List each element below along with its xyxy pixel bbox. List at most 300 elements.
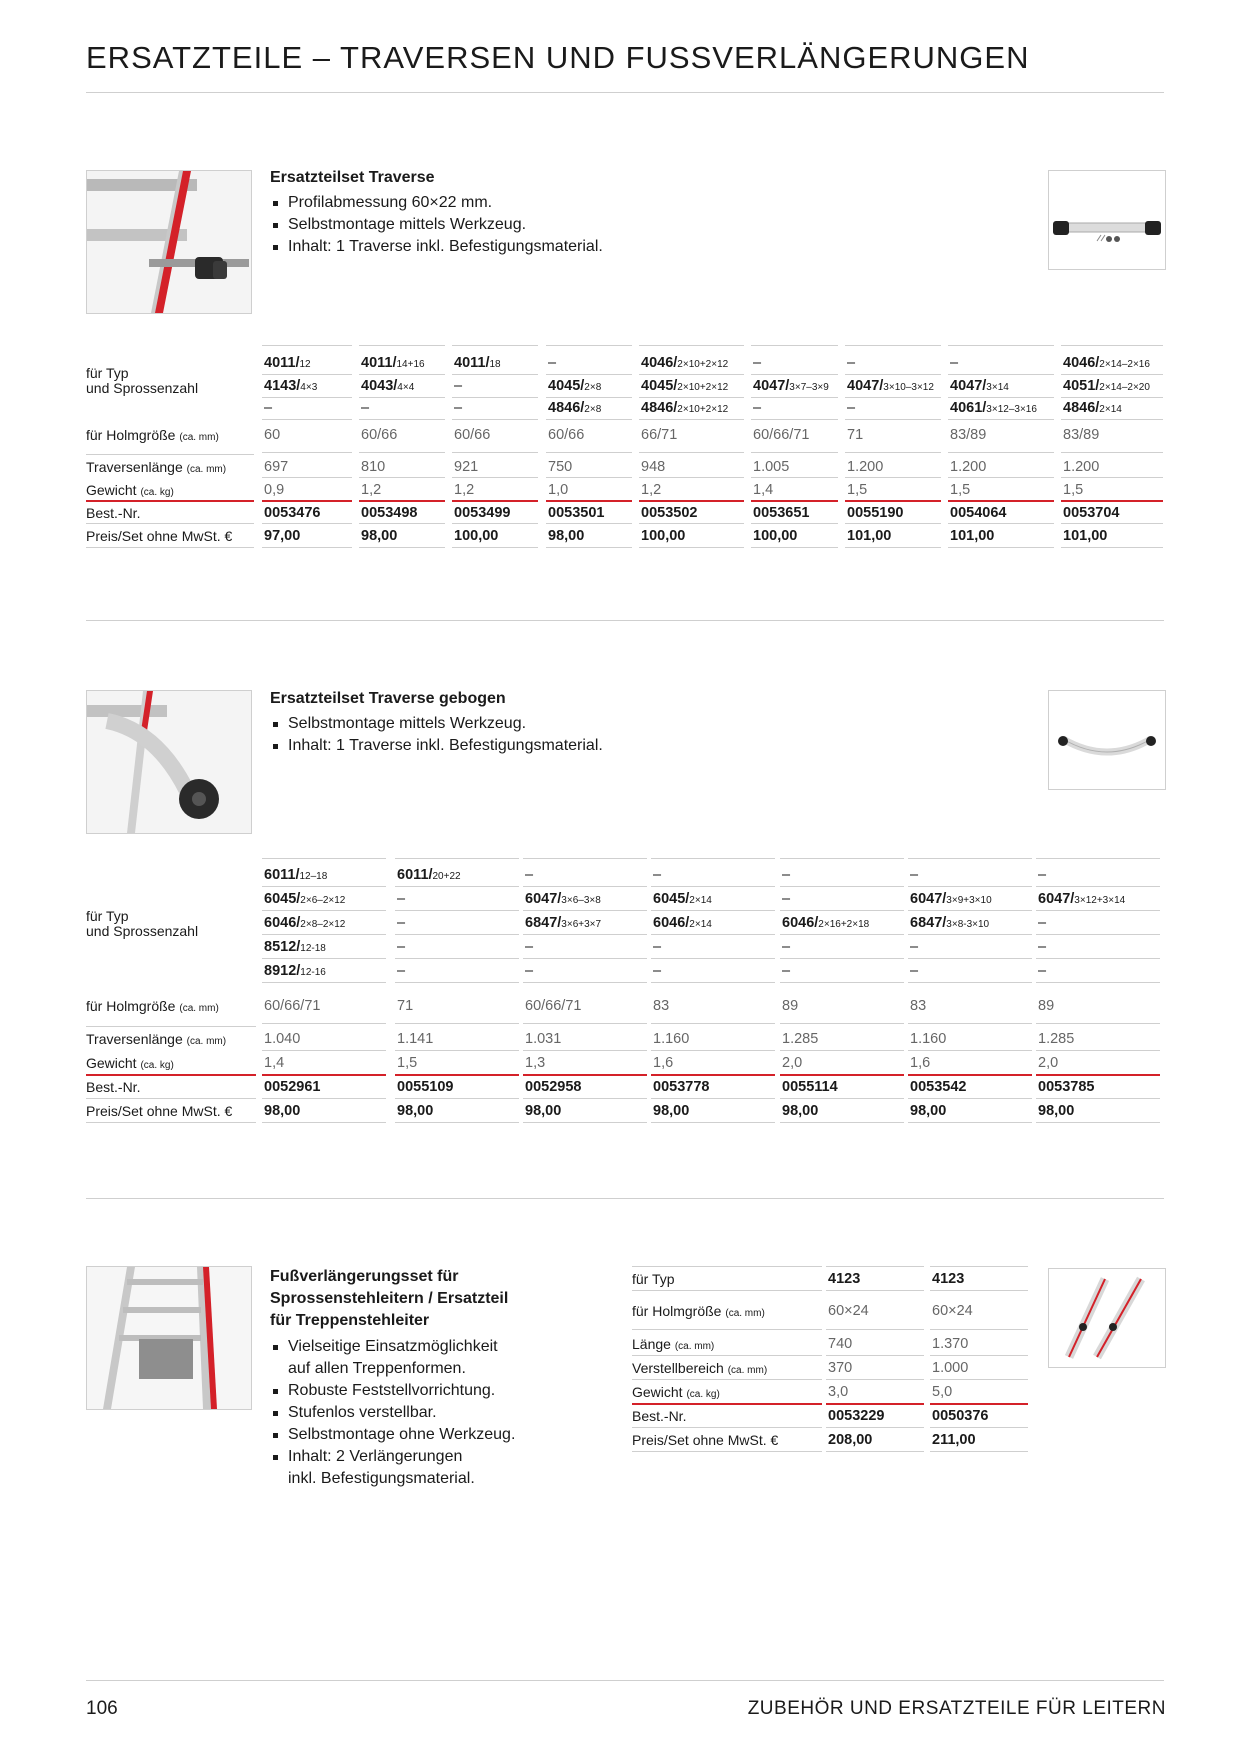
cell-rule <box>452 419 538 420</box>
cell-rule <box>632 1355 822 1356</box>
length-value: 921 <box>454 459 479 475</box>
cell-rule <box>780 858 904 859</box>
cell-rule <box>930 1427 1028 1428</box>
cell-rule <box>546 547 632 548</box>
feature-list <box>270 713 603 757</box>
cell-rule <box>452 547 538 548</box>
cell-rule <box>395 886 519 887</box>
length-value: 1.040 <box>264 1031 301 1047</box>
cell-rule <box>262 1098 386 1099</box>
order-number: 0053704 <box>1063 505 1120 521</box>
length-value: 1.005 <box>753 459 790 475</box>
cell-rule <box>751 345 838 346</box>
feature-item <box>270 192 603 214</box>
cell-rule <box>262 452 352 453</box>
cell-rule <box>948 547 1054 548</box>
cell-rule <box>1061 523 1163 524</box>
holm-value: 60/66 <box>361 427 398 443</box>
cell-rule <box>452 477 538 478</box>
type-cell: 6045/2×14 <box>653 891 712 907</box>
cell-rule <box>523 1122 647 1123</box>
weight-underline <box>86 500 254 502</box>
length-value: 1.031 <box>525 1031 562 1047</box>
feature-text: Robuste Feststellvorrichtung. <box>288 1382 496 1399</box>
type-cell: – <box>653 963 662 979</box>
cell-rule <box>395 1098 519 1099</box>
price-value: 100,00 <box>641 528 686 544</box>
cell-rule <box>845 397 941 398</box>
weight-value: 0,9 <box>264 482 285 498</box>
holm-label: für Holmgröße (ca. mm) <box>86 998 219 1014</box>
price-value: 211,00 <box>932 1432 976 1448</box>
feature-list <box>270 192 603 258</box>
cell-rule <box>948 452 1054 453</box>
cell-rule <box>262 958 386 959</box>
cell-rule <box>546 477 632 478</box>
cell-rule <box>948 477 1054 478</box>
feature-text: auf allen Treppenformen. <box>288 1360 466 1377</box>
cell-rule <box>930 1451 1028 1452</box>
price-value: 97,00 <box>264 528 301 544</box>
cell-rule <box>826 1427 924 1428</box>
cell-rule <box>1061 452 1163 453</box>
weight-underline <box>632 1403 822 1405</box>
cell-rule <box>523 982 647 983</box>
weight-value: 1,3 <box>525 1055 546 1071</box>
cell-rule <box>639 547 744 548</box>
cell-rule <box>86 1098 256 1099</box>
feature-item <box>270 214 603 236</box>
type-cell: – <box>950 355 959 371</box>
cell-rule <box>908 910 1032 911</box>
length-value: 1.160 <box>910 1031 947 1047</box>
cell-rule <box>908 1023 1032 1024</box>
weight-label: Gewicht (ca. kg) <box>632 1384 720 1400</box>
title-rule <box>86 92 1164 93</box>
type-cell: – <box>525 963 534 979</box>
price-value: 101,00 <box>1063 528 1108 544</box>
cell-rule <box>523 858 647 859</box>
price-label: Preis/Set ohne MwSt. € <box>86 1103 233 1119</box>
cell-rule <box>262 419 352 420</box>
cell-rule <box>780 886 904 887</box>
feature-text: Vielseitige Einsatzmöglichkeit <box>288 1338 498 1355</box>
weight-value: 1,2 <box>454 482 475 498</box>
cell-rule <box>262 345 352 346</box>
cell-rule <box>651 1023 775 1024</box>
cell-rule <box>546 523 632 524</box>
cell-rule <box>845 419 941 420</box>
curved-traverse-product-photo <box>1048 690 1166 790</box>
feature-item <box>270 1336 515 1380</box>
cell-rule <box>395 1023 519 1024</box>
cell-rule <box>395 858 519 859</box>
cell-rule <box>546 345 632 346</box>
weight-value: 1,4 <box>264 1055 285 1071</box>
section-title-line: für Treppenstehleiter <box>270 1312 430 1329</box>
cell-rule <box>1036 1122 1160 1123</box>
traverse-product-photo <box>1048 170 1166 270</box>
feature-item <box>270 236 603 258</box>
type-cell: 6045/2×6–2×12 <box>264 891 346 907</box>
feature-text: Inhalt: 1 Traverse inkl. Befestigungsmaterial. <box>288 238 603 255</box>
cell-rule <box>780 910 904 911</box>
cell-rule <box>845 477 941 478</box>
cell-rule <box>632 1379 822 1380</box>
type-cell: 6011/20+22 <box>397 867 461 883</box>
length-value: 697 <box>264 459 289 475</box>
type-cell: – <box>910 939 919 955</box>
cell-rule <box>845 523 941 524</box>
cell-rule <box>359 477 445 478</box>
order-number: 0054064 <box>950 505 1007 521</box>
cell-rule <box>1061 547 1163 548</box>
foot-extension-product-photo <box>1048 1268 1166 1368</box>
order-number: 0053501 <box>548 505 605 521</box>
weight-value: 1,6 <box>910 1055 931 1071</box>
type-cell: 4011/14+16 <box>361 355 425 371</box>
holm-value: 60/66 <box>454 427 491 443</box>
type-cell: – <box>397 939 406 955</box>
cell-rule <box>651 982 775 983</box>
type-cell: – <box>454 378 463 394</box>
cell-rule <box>262 858 386 859</box>
length-value: 750 <box>548 459 573 475</box>
weight-value: 1,2 <box>641 482 662 498</box>
cell-rule <box>780 934 904 935</box>
cell-rule <box>639 477 744 478</box>
type-cell: 6047/3×9+3×10 <box>910 891 992 907</box>
cell-rule <box>86 547 254 548</box>
feature-item <box>270 713 603 735</box>
type-cell: 6046/2×14 <box>653 915 712 931</box>
cell-rule <box>780 1098 904 1099</box>
cell-rule <box>523 886 647 887</box>
cell-rule <box>1036 886 1160 887</box>
cell-rule <box>908 858 1032 859</box>
feature-item <box>270 735 603 757</box>
type-cell: – <box>1038 963 1047 979</box>
length-value: 1.160 <box>653 1031 690 1047</box>
type-cell: 4045/2×8 <box>548 378 602 394</box>
section-title-line: Sprossenstehleitern / Ersatzteil <box>270 1290 509 1307</box>
weight-value: 1,5 <box>950 482 971 498</box>
footer-rule <box>86 1680 1164 1681</box>
ladder-traverse-photo <box>86 170 252 314</box>
cell-rule <box>780 1050 904 1051</box>
type-cell: – <box>397 915 406 931</box>
type-cell: 4846/2×14 <box>1063 400 1122 416</box>
cell-rule <box>651 958 775 959</box>
cell-rule <box>546 419 632 420</box>
price-value: 98,00 <box>782 1103 819 1119</box>
ladder-curved-traverse-photo <box>86 690 252 834</box>
cell-rule <box>1036 1023 1160 1024</box>
cell-rule <box>908 1050 1032 1051</box>
type-cell: – <box>525 939 534 955</box>
cell-rule <box>452 374 538 375</box>
holm-value: 66/71 <box>641 427 678 443</box>
feature-text: inkl. Befestigungsmaterial. <box>288 1470 475 1487</box>
cell-rule <box>523 1098 647 1099</box>
cell-rule <box>948 523 1054 524</box>
type-cell: – <box>782 939 791 955</box>
type-cell: – <box>782 963 791 979</box>
cell-rule <box>262 1050 386 1051</box>
weight-value: 1,2 <box>361 482 382 498</box>
type-cell: 4846/2×8 <box>548 400 602 416</box>
cell-rule <box>359 397 445 398</box>
type-cell: 4123 <box>828 1271 861 1287</box>
label-line: für Typ <box>86 908 129 924</box>
cell-rule <box>948 419 1054 420</box>
price-value: 98,00 <box>548 528 585 544</box>
weight-value: 1,5 <box>397 1055 418 1071</box>
length-value: 1.200 <box>847 459 884 475</box>
price-value: 98,00 <box>910 1103 947 1119</box>
cell-rule <box>651 886 775 887</box>
cell-rule <box>639 523 744 524</box>
cell-rule <box>651 934 775 935</box>
cell-rule <box>632 1290 822 1291</box>
feature-text: Inhalt: 1 Traverse inkl. Befestigungsmaterial. <box>288 737 603 754</box>
type-cell: – <box>847 355 856 371</box>
type-cell: 4011/18 <box>454 355 501 371</box>
type-cell: 6047/3×6–3×8 <box>525 891 601 907</box>
price-value: 101,00 <box>950 528 995 544</box>
weight-value: 2,0 <box>782 1055 803 1071</box>
type-cell: 4846/2×10+2×12 <box>641 400 729 416</box>
cell-rule <box>1036 934 1160 935</box>
cell-rule <box>751 523 838 524</box>
holm-value: 83/89 <box>950 427 987 443</box>
type-cell: – <box>1038 867 1047 883</box>
cell-rule <box>523 934 647 935</box>
cell-rule <box>1036 958 1160 959</box>
order-number: 0052961 <box>264 1079 321 1095</box>
price-value: 98,00 <box>264 1103 301 1119</box>
cell-rule <box>651 910 775 911</box>
cell-rule <box>1036 858 1160 859</box>
cell-rule <box>826 1355 924 1356</box>
length-value: 1.200 <box>1063 459 1100 475</box>
weight-value: 2,0 <box>1038 1055 1059 1071</box>
type-cell: – <box>782 867 791 883</box>
type-cell: 4123 <box>932 1271 965 1287</box>
feature-list <box>270 1336 515 1490</box>
cell-rule <box>86 1026 256 1027</box>
cell-rule <box>908 958 1032 959</box>
type-cell: – <box>753 400 762 416</box>
feature-item <box>270 1446 515 1490</box>
cell-rule <box>1036 1098 1160 1099</box>
feature-text: Selbstmontage mittels Werkzeug. <box>288 216 527 233</box>
length-value: 1.200 <box>950 459 987 475</box>
holm-value: 89 <box>782 998 799 1014</box>
order-number: 0053651 <box>753 505 810 521</box>
type-cell: 4043/4×4 <box>361 378 415 394</box>
order-number-label: Best.-Nr. <box>86 1079 141 1095</box>
cell-rule <box>908 1098 1032 1099</box>
weight-label: Gewicht (ca. kg) <box>86 482 174 498</box>
feature-text: Selbstmontage mittels Werkzeug. <box>288 715 527 732</box>
price-value: 98,00 <box>1038 1103 1075 1119</box>
type-cell: 6046/2×16+2×18 <box>782 915 870 931</box>
cell-rule <box>262 547 352 548</box>
cell-rule <box>523 1050 647 1051</box>
cell-rule <box>651 858 775 859</box>
weight-value: 3,0 <box>828 1384 849 1400</box>
cell-rule <box>523 1023 647 1024</box>
cell-rule <box>359 547 445 548</box>
cell-rule <box>845 452 941 453</box>
feature-text: Stufenlos verstellbar. <box>288 1404 437 1421</box>
cell-rule <box>780 1122 904 1123</box>
cell-rule <box>651 1122 775 1123</box>
cell-rule <box>908 1122 1032 1123</box>
length-value: 1.285 <box>1038 1031 1075 1047</box>
feature-item <box>270 1380 515 1402</box>
cell-rule <box>751 547 838 548</box>
type-cell: – <box>264 400 273 416</box>
cell-rule <box>826 1451 924 1452</box>
length-label: Traversenlänge (ca. mm) <box>86 1031 227 1047</box>
length-label: Länge (ca. mm) <box>632 1336 715 1352</box>
type-cell: 4047/3×10–3×12 <box>847 378 934 394</box>
weight-value: 1,0 <box>548 482 569 498</box>
cell-rule <box>452 523 538 524</box>
cell-rule <box>546 452 632 453</box>
cell-rule <box>632 1451 822 1452</box>
price-label: Preis/Set ohne MwSt. € <box>632 1432 779 1448</box>
holm-value: 60/66/71 <box>264 998 321 1014</box>
holm-value: 60/66/71 <box>753 427 810 443</box>
cell-rule <box>930 1379 1028 1380</box>
holm-value: 60×24 <box>932 1303 973 1319</box>
section-divider <box>86 620 1164 621</box>
cell-rule <box>262 1122 386 1123</box>
cell-rule <box>639 345 744 346</box>
cell-rule <box>452 452 538 453</box>
label-line: und Sprossenzahl <box>86 923 199 939</box>
price-value: 101,00 <box>847 528 892 544</box>
cell-rule <box>1061 477 1163 478</box>
cell-rule <box>359 419 445 420</box>
cell-rule <box>780 1023 904 1024</box>
price-label: Preis/Set ohne MwSt. € <box>86 528 233 544</box>
price-value: 98,00 <box>397 1103 434 1119</box>
cell-rule <box>826 1329 924 1330</box>
cell-rule <box>359 523 445 524</box>
order-number: 0055114 <box>782 1079 838 1095</box>
cell-rule <box>1061 419 1163 420</box>
type-cell: 6847/3×8-3×10 <box>910 915 990 931</box>
cell-rule <box>359 452 445 453</box>
weight-value: 1,5 <box>847 482 868 498</box>
holm-label: für Holmgröße (ca. mm) <box>632 1303 765 1319</box>
type-cell: 4143/4×3 <box>264 378 318 394</box>
order-number: 0053498 <box>361 505 418 521</box>
footer-title: ZUBEHÖR UND ERSATZTEILE FÜR LEITERN <box>747 1698 1166 1719</box>
weight-value: 1,6 <box>653 1055 674 1071</box>
cell-rule <box>639 419 744 420</box>
type-cell: 4047/3×7–3×9 <box>753 378 829 394</box>
cell-rule <box>452 397 538 398</box>
type-cell: – <box>361 400 370 416</box>
cell-rule <box>908 982 1032 983</box>
feature-text: Inhalt: 2 Verlängerungen <box>288 1448 463 1465</box>
order-number: 0053499 <box>454 505 511 521</box>
price-value: 98,00 <box>525 1103 562 1119</box>
price-value: 98,00 <box>361 528 398 544</box>
order-number: 0053778 <box>653 1079 710 1095</box>
cell-rule <box>639 452 744 453</box>
cell-rule <box>751 419 838 420</box>
holm-value: 60/66 <box>548 427 585 443</box>
weight-label: Gewicht (ca. kg) <box>86 1055 174 1071</box>
type-cell: – <box>1038 939 1047 955</box>
type-cell: – <box>753 355 762 371</box>
type-cell: 6847/3×6+3×7 <box>525 915 602 931</box>
type-cell: – <box>548 355 557 371</box>
cell-rule <box>651 1050 775 1051</box>
type-cell: – <box>910 963 919 979</box>
cell-rule <box>930 1329 1028 1330</box>
cell-rule <box>632 1427 822 1428</box>
type-cell: – <box>525 867 534 883</box>
cell-rule <box>751 477 838 478</box>
cell-rule <box>826 1379 924 1380</box>
length-value: 1.141 <box>397 1031 434 1047</box>
cell-rule <box>930 1290 1028 1291</box>
type-label: für Typ <box>632 1271 675 1287</box>
type-label <box>86 909 198 939</box>
adjust-label: Verstellbereich (ca. mm) <box>632 1360 768 1376</box>
type-cell: – <box>653 867 662 883</box>
cell-rule <box>262 886 386 887</box>
price-value: 98,00 <box>653 1103 690 1119</box>
cell-rule <box>780 982 904 983</box>
order-number-label: Best.-Nr. <box>86 505 141 521</box>
cell-rule <box>845 547 941 548</box>
label-line: für Typ <box>86 365 129 381</box>
adjust-value: 1.000 <box>932 1360 969 1376</box>
type-cell: 4046/2×10+2×12 <box>641 355 729 371</box>
order-number: 0053785 <box>1038 1079 1095 1095</box>
order-number: 0055109 <box>397 1079 454 1095</box>
cell-rule <box>395 982 519 983</box>
type-cell: – <box>782 891 791 907</box>
type-cell: 4051/2×14–2×20 <box>1063 378 1150 394</box>
cell-rule <box>395 958 519 959</box>
cell-rule <box>826 1266 924 1267</box>
feature-text: Selbstmontage ohne Werkzeug. <box>288 1426 516 1443</box>
type-cell: 6011/12–18 <box>264 867 328 883</box>
holm-value: 60 <box>264 427 281 443</box>
type-cell: 6046/2×8–2×12 <box>264 915 346 931</box>
holm-value: 83/89 <box>1063 427 1100 443</box>
order-number: 0053542 <box>910 1079 967 1095</box>
cell-rule <box>395 1050 519 1051</box>
cell-rule <box>1036 982 1160 983</box>
feature-item <box>270 1424 515 1446</box>
cell-rule <box>262 910 386 911</box>
holm-value: 71 <box>397 998 414 1014</box>
type-cell: 4047/3×14 <box>950 378 1009 394</box>
cell-rule <box>359 345 445 346</box>
type-cell: – <box>397 891 406 907</box>
type-cell: 8512/12-18 <box>264 939 326 955</box>
